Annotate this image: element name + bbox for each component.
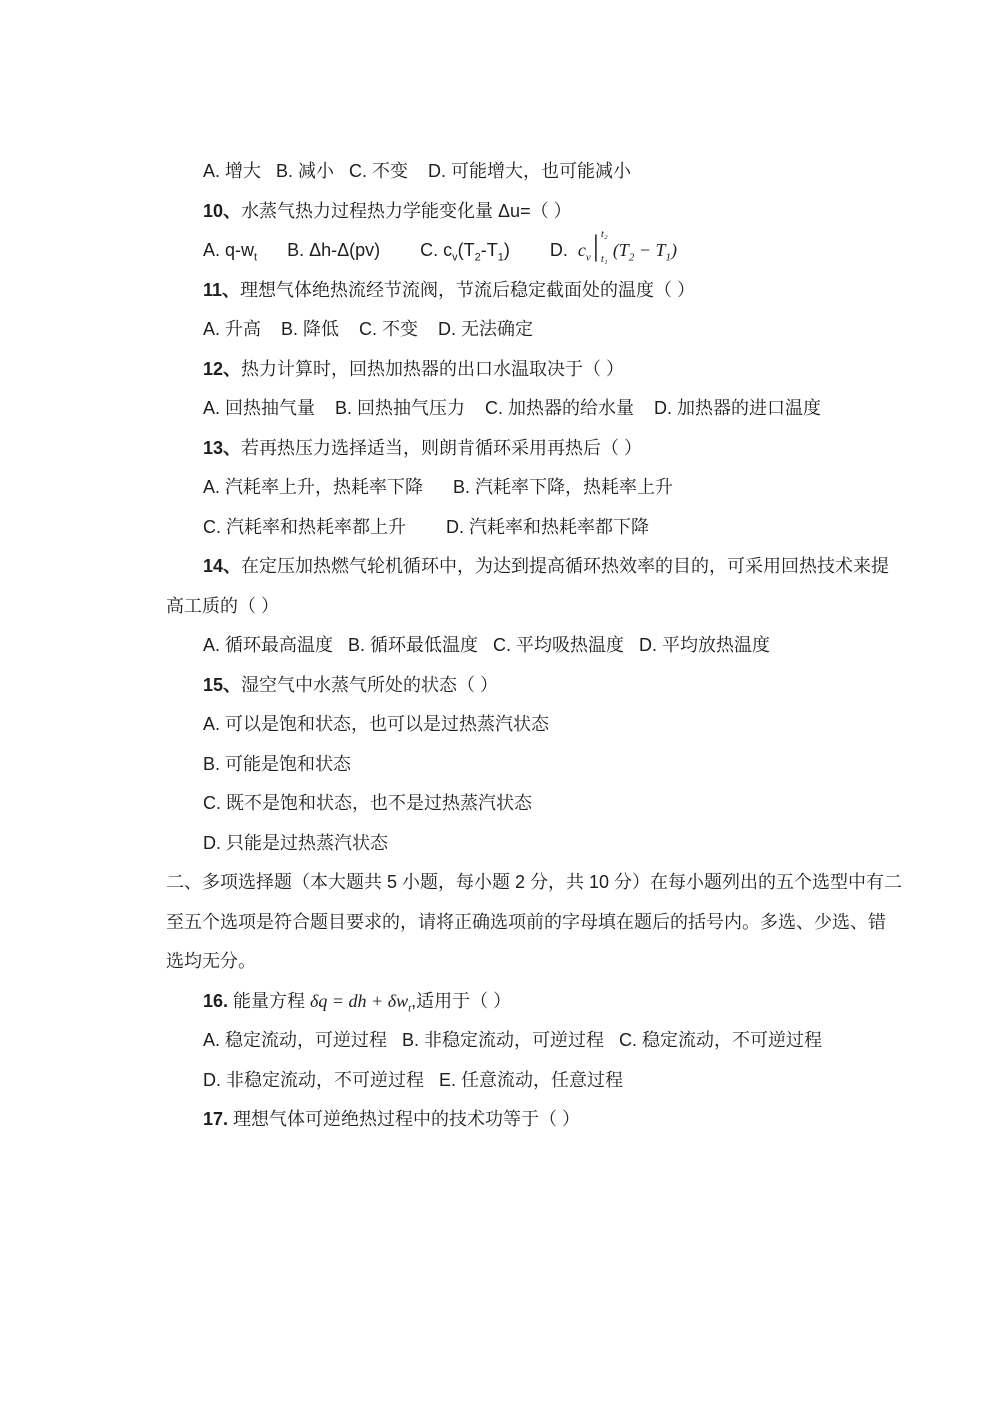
formula-c: c [577,240,586,260]
question-15-option-d: D. 只能是过热蒸汽状态 [203,832,389,853]
question-12-stem [166,350,906,390]
q10-option-c-t2: (T [457,240,475,260]
question-16-pre-text: 能量方程 [228,990,311,1011]
evaluation-bar-icon [591,228,613,265]
formula-c-subscript-v: v [585,251,591,264]
question-12-text: 热力计算时，回热加热器的出口水温取决于（ ） [241,358,625,379]
question-13-stem [166,429,906,469]
question-15-number: 15、 [203,674,242,695]
formula-wt-subscript: t [408,1002,412,1015]
q10-option-c-subscript-1: 1 [497,251,504,264]
formula-close-paren: ) [671,240,677,260]
q10-option-d-label: ) D. [503,240,578,260]
question-10-stem [166,192,906,232]
q10-option-a-subscript: t [254,251,258,264]
formula-energy-equation [310,990,412,1015]
question-17-text: 理想气体可逆绝热过程中的技术功等于（ ） [228,1109,581,1129]
question-10-text: 水蒸气热力过程热力学能变化量 Δu=（ ） [241,200,572,221]
vertical-bar: | [592,229,599,262]
question-16-number: 16. [203,990,229,1011]
section-2-header-line3: 选均无分。 [166,951,256,971]
question-17-number: 17. [203,1109,229,1129]
q10-option-a: A. q-w [203,240,255,260]
question-16-options-abc: A. 稳定流动，可逆过程 B. 非稳定流动，可逆过程 C. 稳定流动，不可逆过程 [203,1030,823,1050]
question-10-options [166,228,906,271]
formula-t2-subscript: 2 [628,251,635,264]
question-14-stem-line2: 高工质的（ ） [166,595,280,616]
question-14-stem-line1 [166,547,906,587]
bar-superscript-t2: t₂ [600,228,608,240]
bar-subscript-t1: t₁ [600,253,608,265]
question-11-stem [166,271,906,311]
question-16-post-text: ,适用于（ ） [411,990,512,1011]
question-12-options: A. 回热抽气量 B. 回热抽气压力 C. 加热器的给水量 D. 加热器的进口温度 [203,398,822,418]
formula-mean-specific-heat [577,228,677,265]
question-14-options: A. 循环最高温度 B. 循环最低温度 C. 平均吸热温度 D. 平均放热温度 [203,635,771,655]
q10-option-c-subscript-v: v [452,251,458,264]
question-13-options-cd: C. 汽耗率和热耗率都上升 D. 汽耗率和热耗率都下降 [203,516,650,537]
formula-t1-subscript: 1 [665,251,671,264]
question-11-text: 理想气体绝热流经节流阀，节流后稳定截面处的温度（ ） [240,279,696,300]
question-13-text: 若再热压力选择适当，则朗肯循环采用再热后（ ） [241,437,643,458]
question-13-number: 13、 [203,437,242,458]
question-11-options: A. 升高 B. 降低 C. 不变 D. 无法确定 [203,319,534,339]
section-2-header-line2: 至五个选项是符合题目要求的，请将正确选项前的字母填在题后的括号内。多选、少选、错 [166,911,886,932]
q10-options-b-c: B. Δh-Δ(pv) C. c [257,240,453,260]
question-14-number: 14、 [203,556,242,576]
question-16-stem [166,982,906,1022]
question-15-text: 湿空气中水蒸气所处的状态（ ） [241,674,499,695]
question-10-number: 10、 [203,200,242,221]
formula-dq-dh-dw: δq = dh + δw [310,990,409,1011]
question-13-options-ab: A. 汽耗率上升，热耗率下降 B. 汽耗率下降，热耗率上升 [203,477,674,497]
question-12-number: 12、 [203,358,242,379]
question-15-option-a: A. 可以是饱和状态，也可以是过热蒸汽状态 [203,714,550,734]
question-15-option-c: C. 既不是饱和状态，也不是过热蒸汽状态 [203,793,532,813]
formula-minus-t1: − T [634,240,666,260]
section-2-header-line1: 二、多项选择题（本大题共 5 小题，每小题 2 分，共 10 分）在每小题列出的五个选型中有二 [166,872,903,892]
formula-t2-open: (T [612,240,629,260]
question-15-stem [166,666,906,706]
question-15-option-b: B. 可能是饱和状态 [203,753,352,774]
question-11-number: 11、 [203,279,241,300]
q10-option-c-subscript-2: 2 [474,251,481,264]
q10-option-c-t1: -T [480,240,498,260]
question-14-text: 在定压加热燃气轮机循环中，为达到提高循环热效率的目的，可采用回热技术来提 [241,556,890,576]
question-16-options-de: D. 非稳定流动，不可逆过程 E. 任意流动，任意过程 [203,1069,624,1090]
exam-content [166,152,906,1140]
question-17-stem [166,1100,906,1140]
previous-question-options: A. 增大 B. 减小 C. 不变 D. 可能增大，也可能减小 [203,161,632,181]
